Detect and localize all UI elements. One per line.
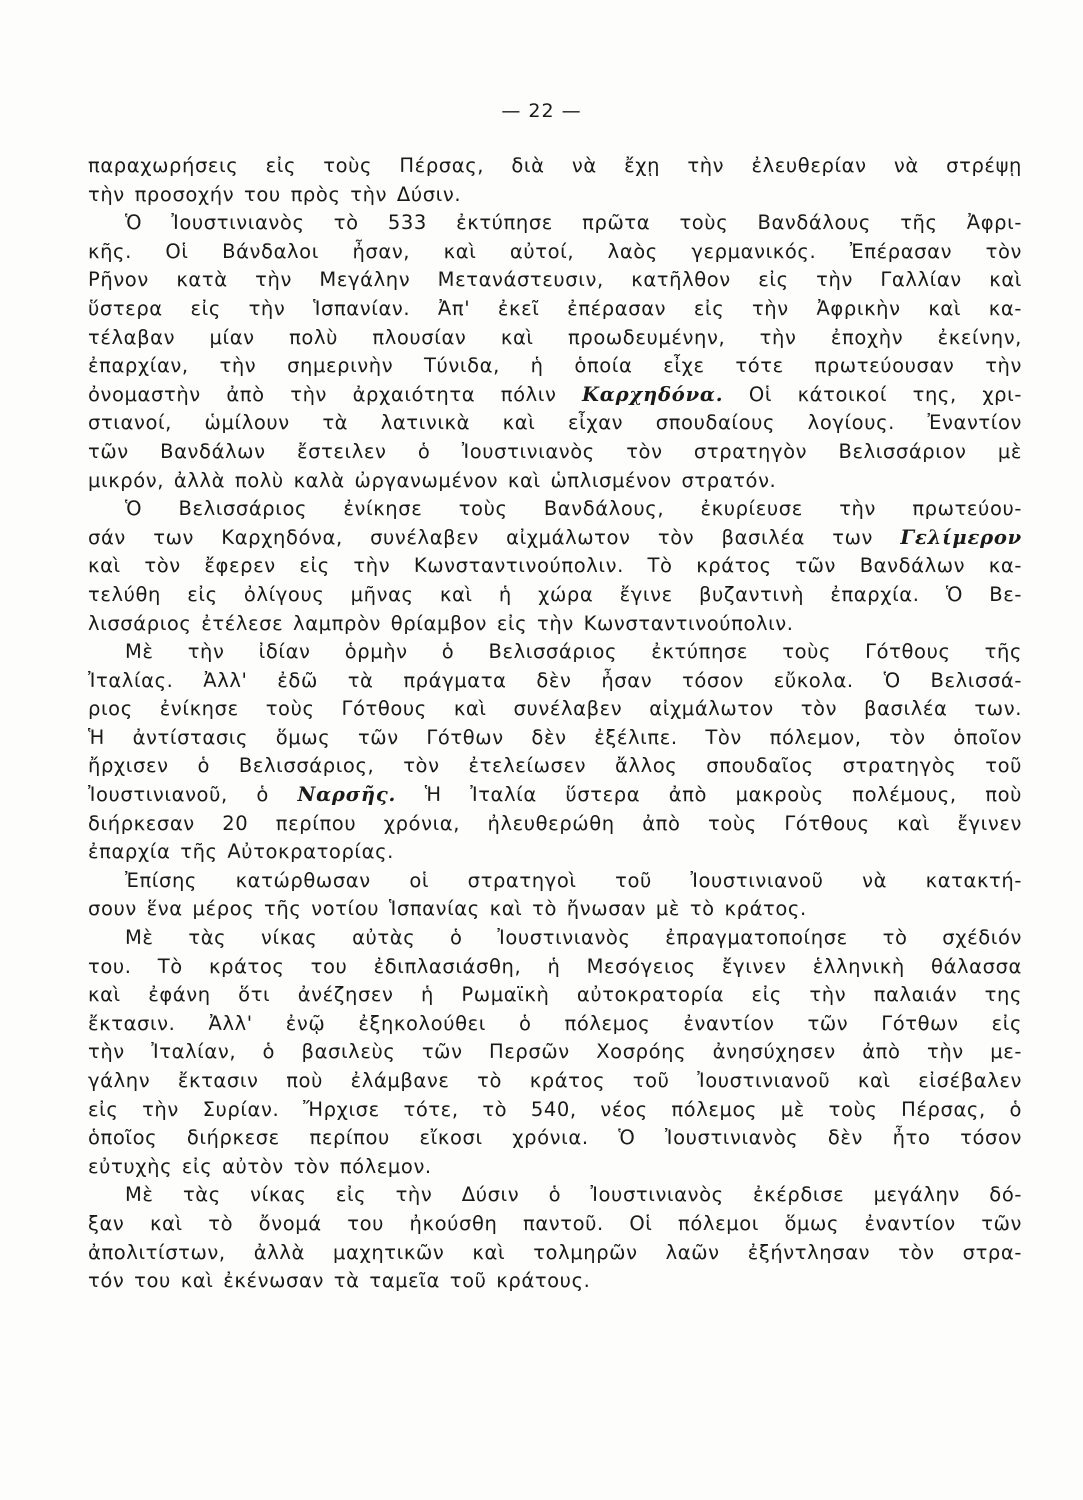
emphasized-name: Καρχηδόνα. xyxy=(582,382,724,406)
text-line: Ἐπίσης κατώρθωσαν οἱ στρατηγοὶ τοῦ Ἰουστινιανοῦ νὰ κατακτή- xyxy=(125,868,1022,892)
text-line: Μὲ τὰς νίκας εἰς τὴν Δύσιν ὁ Ἰουστινιανὸς ἐκέρδισε μεγάλην δό- xyxy=(125,1183,1022,1207)
text-segment: Ἡ Ἰταλία ὕστερα ἀπὸ μακροὺς πολέμους, ποὺ xyxy=(396,783,1023,807)
emphasized-name: Ναρσῆς. xyxy=(297,783,397,807)
body-text xyxy=(88,152,1022,1296)
emphasized-name: Γελίμερον xyxy=(900,525,1022,549)
text-line: γάλην ἔκτασιν ποὺ ἐλάμβανε τὸ κράτος τοῦ Ἰουστινιανοῦ καὶ εἰσέβαλεν xyxy=(88,1069,1022,1092)
text-line: καὶ τὸν ἔφερεν εἰς τὴν Κωνσταντινούπολιν. Τὸ κράτος τῶν Βανδάλων κα- xyxy=(88,554,1022,578)
text-segment: σάν των Καρχηδόνα, συνέλαβεν αἰχμάλωτον τὸν βασιλέα των xyxy=(88,525,901,549)
text-line: Ἰταλίας. Ἀλλ' ἐδῶ τὰ πράγματα δὲν ἦσαν τόσον εὔκολα. Ὁ Βελισσά- xyxy=(88,668,1022,692)
text-line: τὴν προσοχήν του πρὸς τὴν Δύσιν. xyxy=(88,182,462,206)
text-line: μικρόν, ἀλλὰ πολὺ καλὰ ὠργανωμένον καὶ ὡπλισμένον στρατόν. xyxy=(88,468,777,492)
text-line: Μὲ τὰς νίκας αὐτὰς ὁ Ἰουστινιανὸς ἐπραγματοποίησε τὸ σχέδιόν xyxy=(125,926,1022,950)
text-line: παραχωρήσεις εἰς τοὺς Πέρσας, διὰ νὰ ἔχῃ τὴν ἐλευθερίαν νὰ στρέψῃ xyxy=(88,154,1022,177)
text-line xyxy=(88,781,1022,810)
text-line: εὐτυχὴς εἰς αὐτὸν τὸν πόλεμον. xyxy=(88,1154,432,1178)
text-line: του. Τὸ κράτος του ἐδιπλασιάσθη, ἡ Μεσόγειος ἔγινεν ἑλληνικὴ θάλασσα xyxy=(88,954,1022,978)
text-line: ἔκτασιν. Ἀλλ' ἐνῷ ἐξηκολούθει ὁ πόλεμος ἐναντίον τῶν Γότθων εἰς xyxy=(88,1011,1022,1035)
text-line: ἤρχισεν ὁ Βελισσάριος, τὸν ἐτελείωσεν ἄλλος σπουδαῖος στρατηγὸς τοῦ xyxy=(88,754,1022,778)
text-line: τελύθη εἰς ὀλίγους μῆνας καὶ ἡ χώρα ἔγινε βυζαντινὴ ἐπαρχία. Ὁ Βε- xyxy=(88,582,1022,606)
text-segment: Οἱ κάτοικοί της, χρι- xyxy=(723,382,1022,406)
text-line: εἰς τὴν Συρίαν. Ἤρχισε τότε, τὸ 540, νέος πόλεμος μὲ τοὺς Πέρσας, ὁ xyxy=(88,1097,1022,1121)
text-line: ὁποῖος διήρκεσε περίπου εἴκοσι χρόνια. Ὁ Ἰουστινιανὸς δὲν ἦτο τόσον xyxy=(88,1126,1022,1150)
text-segment: ὀνομαστὴν ἀπὸ τὴν ἀρχαιότητα πόλιν xyxy=(88,382,583,406)
text-line xyxy=(88,524,1022,553)
text-line xyxy=(88,381,1022,410)
text-line: τῶν Βανδάλων ἔστειλεν ὁ Ἰουστινιανὸς τὸν στρατηγὸν Βελισσάριον μὲ xyxy=(88,439,1022,463)
text-line: ἐπαρχία τῆς Αὐτοκρατορίας. xyxy=(88,840,394,864)
text-line: ἀπολιτίστων, ἀλλὰ μαχητικῶν καὶ τολμηρῶν λαῶν ἐξήντλησαν τὸν στρα- xyxy=(88,1240,1022,1264)
text-line: ξαν καὶ τὸ ὄνομά του ἠκούσθη παντοῦ. Οἱ πόλεμοι ὅμως ἐναντίον τῶν xyxy=(88,1211,1022,1235)
text-line: ριος ἐνίκησε τοὺς Γότθους καὶ συνέλαβεν αἰχμάλωτον τὸν βασιλέα των. xyxy=(88,697,1022,721)
text-segment: Ἰουστινιανοῦ, ὁ xyxy=(88,783,298,807)
text-line: κῆς. Οἱ Βάνδαλοι ἦσαν, καὶ αὐτοί, λαὸς γερμανικός. Ἐπέρασαν τὸν xyxy=(88,239,1022,263)
text-line: Μὲ τὴν ἰδίαν ὁρμὴν ὁ Βελισσάριος ἐκτύπησε τοὺς Γότθους τῆς xyxy=(125,640,1022,664)
text-line: Ρῆνον κατὰ τὴν Μεγάλην Μετανάστευσιν, κατῆλθον εἰς τὴν Γαλλίαν καὶ xyxy=(88,268,1022,292)
text-line: σουν ἕνα μέρος τῆς νοτίου Ἱσπανίας καὶ τὸ ἤνωσαν μὲ τὸ κράτος. xyxy=(88,897,807,921)
text-line: λισσάριος ἐτέλεσε λαμπρὸν θρίαμβον εἰς τὴν Κωνσταντινούπολιν. xyxy=(88,611,794,635)
text-line: τὴν Ἰταλίαν, ὁ βασιλεὺς τῶν Περσῶν Χοσρόης ἀνησύχησεν ἀπὸ τὴν με- xyxy=(88,1040,1022,1064)
text-line: Ὁ Ἰουστινιανὸς τὸ 533 ἐκτύπησε πρῶτα τοὺς Βανδάλους τῆς Ἀφρι- xyxy=(125,211,1022,235)
text-line: καὶ ἐφάνη ὅτι ἀνέζησεν ἡ Ρωμαϊκὴ αὐτοκρατορία εἰς τὴν παλαιάν της xyxy=(88,983,1022,1007)
text-line: τέλαβαν μίαν πολὺ πλουσίαν καὶ προωδευμένην, τὴν ἐποχὴν ἐκείνην, xyxy=(88,325,1022,349)
text-line: Ὁ Βελισσάριος ἐνίκησε τοὺς Βανδάλους, ἐκυρίευσε τὴν πρωτεύου- xyxy=(125,497,1022,521)
text-line: Ἡ ἀντίστασις ὅμως τῶν Γότθων δὲν ἐξέλιπε. Τὸν πόλεμον, τὸν ὁποῖον xyxy=(88,725,1022,749)
text-line: ὕστερα εἰς τὴν Ἱσπανίαν. Ἀπ' ἐκεῖ ἐπέρασαν εἰς τὴν Ἀφρικὴν καὶ κα- xyxy=(88,296,1022,320)
text-line: τόν του καὶ ἐκένωσαν τὰ ταμεῖα τοῦ κράτους. xyxy=(88,1269,591,1293)
page-number: — 22 — xyxy=(501,100,582,122)
text-line: διήρκεσαν 20 περίπου χρόνια, ἠλευθερώθη ἀπὸ τοὺς Γότθους καὶ ἔγινεν xyxy=(88,811,1022,835)
text-line: στιανοί, ὡμίλουν τὰ λατινικὰ καὶ εἶχαν σπουδαίους λογίους. Ἐναντίον xyxy=(88,411,1022,435)
text-line: ἐπαρχίαν, τὴν σημερινὴν Τύνιδα, ἡ ὁποία εἶχε τότε πρωτεύουσαν τὴν xyxy=(88,354,1022,378)
